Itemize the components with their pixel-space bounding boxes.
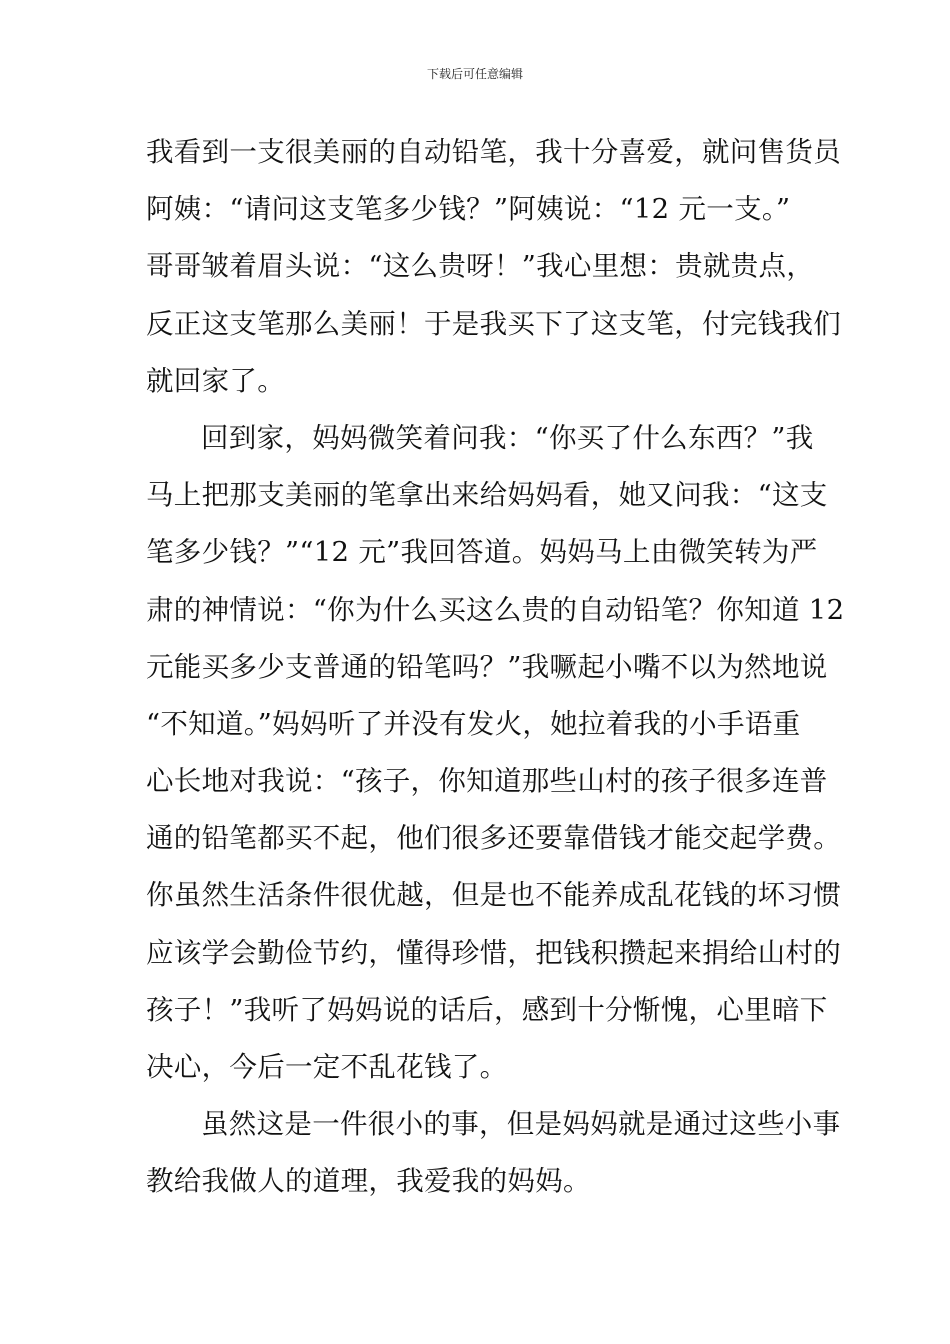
paragraph-3-line-1: 虽然这是一件很小的事，但是妈妈就是通过这些小事 xyxy=(201,1108,841,1141)
paragraph-2-line-2: 马上把那支美丽的笔拿出来给妈妈看，她又问我：“这支 xyxy=(146,479,828,512)
paragraph-2-line-1: 回到家，妈妈微笑着问我：“你买了什么东西？”我 xyxy=(201,421,814,454)
paragraph-3 xyxy=(146,1096,841,1210)
paragraph-2-line-11: 孩子！”我听了妈妈说的话后，感到十分惭愧，心里暗下 xyxy=(146,993,828,1026)
page-header: 下载后可任意编辑 xyxy=(426,67,523,81)
paragraph-1 xyxy=(146,124,841,410)
paragraph-2 xyxy=(146,410,845,1096)
paragraph-1-line-5: 就回家了。 xyxy=(146,364,285,397)
paragraph-2-line-4: 肃的神情说：“你为什么买这么贵的自动铅笔？你知道 12 xyxy=(146,593,845,626)
paragraph-2-line-3: 笔多少钱？”“12 元”我回答道。妈妈马上由微笑转为严 xyxy=(146,536,818,569)
paragraph-2-line-9: 你虽然生活条件很优越，但是也不能养成乱花钱的坏习惯 xyxy=(146,879,841,912)
paragraph-2-line-6: “不知道。”妈妈听了并没有发火，她拉着我的小手语重 xyxy=(146,707,801,740)
paragraph-2-line-12: 决心，今后一定不乱花钱了。 xyxy=(146,1051,508,1083)
document-body xyxy=(146,124,845,1211)
paragraph-2-line-7: 心长地对我说：“孩子，你知道那些山村的孩子很多连普 xyxy=(146,765,828,798)
paragraph-2-line-5: 元能买多少支普通的铅笔吗？”我噘起小嘴不以为然地说 xyxy=(146,650,828,683)
paragraph-1-line-2: 阿姨：“请问这支笔多少钱？”阿姨说：“12 元一支。” xyxy=(146,193,791,226)
paragraph-1-line-1: 我看到一支很美丽的自动铅笔，我十分喜爱，就问售货员 xyxy=(146,136,841,168)
paragraph-1-line-3: 哥哥皱着眉头说：“这么贵呀！”我心里想：贵就贵点， xyxy=(146,250,815,283)
paragraph-2-line-8: 通的铅笔都买不起，他们很多还要靠借钱才能交起学费。 xyxy=(146,822,841,855)
paragraph-2-line-10: 应该学会勤俭节约，懂得珍惜，把钱积攒起来捐给山村的 xyxy=(146,936,841,969)
paragraph-3-line-2: 教给我做人的道理，我爱我的妈妈。 xyxy=(146,1165,591,1198)
paragraph-1-line-4: 反正这支笔那么美丽！于是我买下了这支笔，付完钱我们 xyxy=(146,307,841,340)
